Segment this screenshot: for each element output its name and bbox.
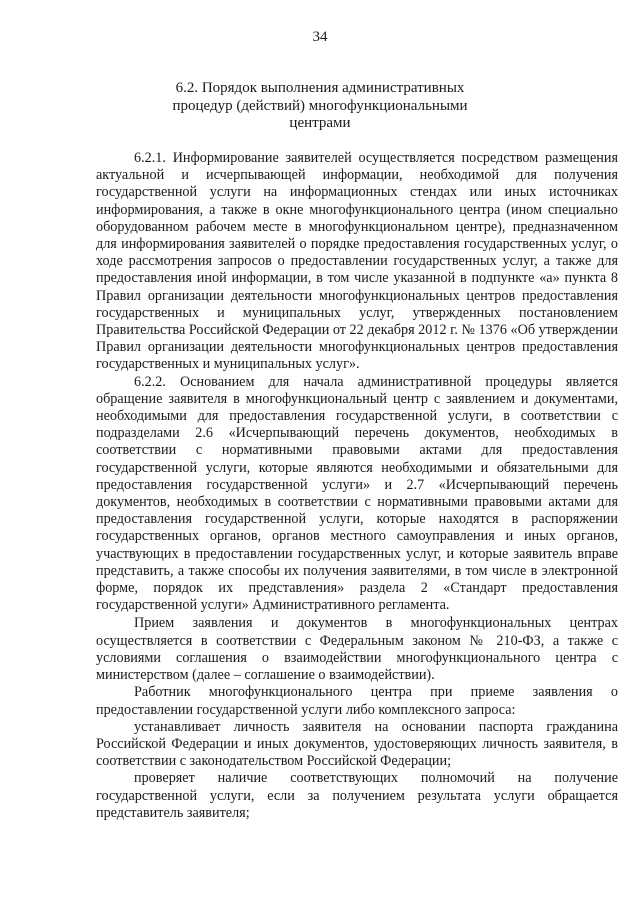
section-heading: 6.2. Порядок выполнения административных процедур (действий) многофункциональными центрами <box>172 80 468 131</box>
body-text <box>96 150 618 822</box>
paragraph-6-2-1: 6.2.1. Информирование заявителей осуществляется посредством размещения актуальной и исчерпывающей информации, необходимой для получения государственной услуги на информационных стендах или иных источниках информирования, а также в окне многофункционального центра (ином специально оборудованном рабочем месте в многофункциональном центре), предназначенном для информирования заявителей о порядке предоставления государственных услуг, о ходе рассмотрения запросов о предоставлении государственных услуг, а также для предоставления иной информации, в том числе указанной в подпункте «а» пункта 8 Правил организации деятельности многофункциональных центров предоставления государственных и муниципальных услуг, утвержденных постановлением Правительства Российской Федерации от 22 декабря 2012 г. № 1376 «Об утверждении Правил организации деятельности многофункциональных центров предоставления государственных и муниципальных услуг». <box>96 150 618 373</box>
paragraph-6-2-2: 6.2.2. Основанием для начала административной процедуры является обращение заявителя в многофункциональный центр с заявлением и документами, необходимыми для предоставления государственной услуги, в соответствии с подразделами 2.6 «Исчерпывающий перечень документов, необходимых в соответствии с нормативными правовыми актами для предоставления государственной услуги, которые являются необходимыми и обязательными для предоставления государственной услуги» и 2.7 «Исчерпывающий перечень документов, необходимых в соответствии с нормативными правовыми актами для предоставления государственной услуги, которые находятся в распоряжении государственных органов, органов местного самоуправления и иных органов, участвующих в предоставлении государственных услуг, и которые заявитель вправе представить, а также способы их получения заявителями, в том числе в электронной форме, порядок их представления» раздела 2 «Стандарт предоставления государственной услуги» Административного регламента. <box>96 373 618 614</box>
page-number: 34 <box>312 29 328 45</box>
paragraph-reception: Прием заявления и документов в многофункциональных центрах осуществляется в соответствии с Федеральным законом № 210-ФЗ, а также с условиями соглашения о взаимодействии многофункционального центра с министерством (далее – соглашение о взаимодействии). <box>96 615 618 684</box>
paragraph-authority-check: проверяет наличие соответствующих полномочий на получение государственной услуги, если за получением результата услуги обращается представитель заявителя; <box>96 770 618 821</box>
paragraph-identity-check: устанавливает личность заявителя на основании паспорта гражданина Российской Федерации и иных документов, удостоверяющих личность заявителя, в соответствии с законодательством Российской Федерации; <box>96 718 618 770</box>
paragraph-worker-duties: Работник многофункционального центра при приеме заявления о предоставлении государственной услуги либо комплексного запроса: <box>96 684 618 718</box>
